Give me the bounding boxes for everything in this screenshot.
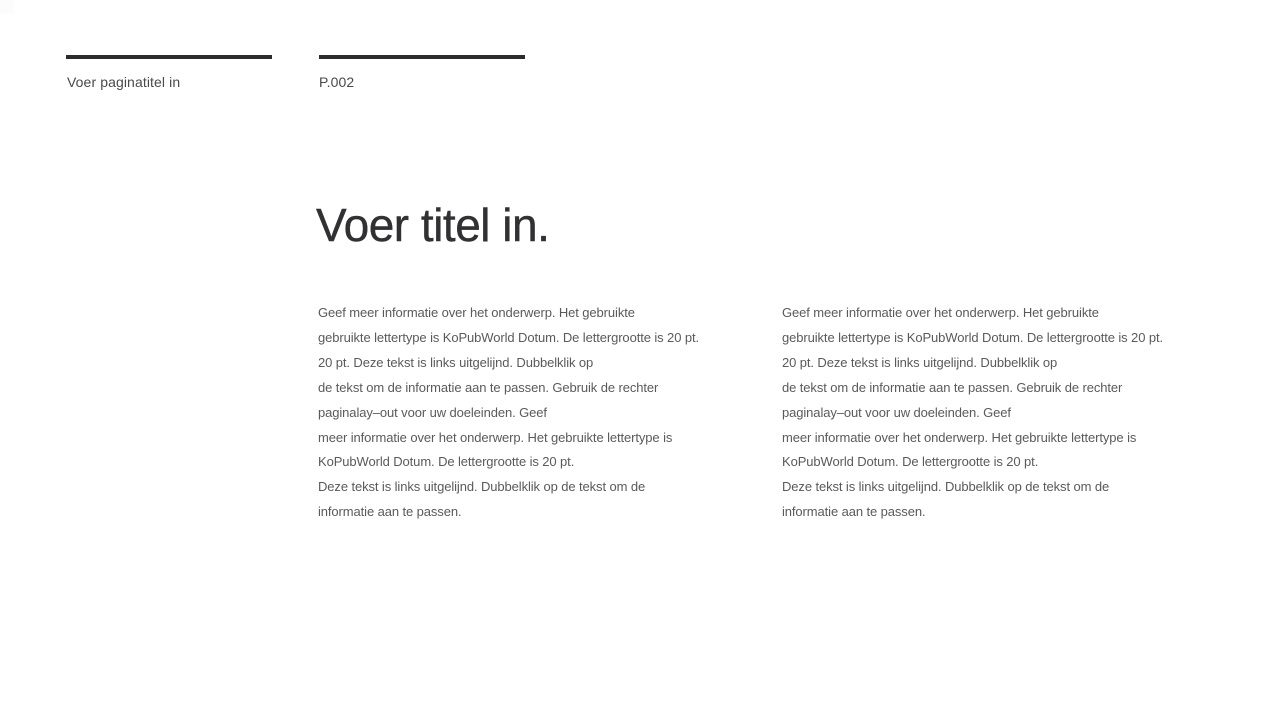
body-text-line: KoPubWorld Dotum. De lettergrootte is 20 pt.: [318, 454, 575, 470]
body-text-line: gebruikte lettertype is KoPubWorld Dotum. De lettergrootte is 20 pt.: [318, 329, 699, 345]
body-text-line: 20 pt. Deze tekst is links uitgelijnd. Dubbelklik op: [318, 354, 594, 370]
body-text-line: Geef meer informatie over het onderwerp. Het gebruikte: [782, 305, 1099, 320]
body-text-line: Deze tekst is links uitgelijnd. Dubbelklik op de tekst om de: [782, 479, 1110, 495]
corner-mark: [0, 0, 14, 14]
body-text-line: KoPubWorld Dotum. De lettergrootte is 20 pt.: [782, 454, 1039, 470]
body-text-line: Geef meer informatie over het onderwerp. Het gebruikte: [318, 305, 635, 320]
body-text-line: meer informatie over het onderwerp. Het gebruikte lettertype is: [318, 429, 673, 445]
page-title-placeholder[interactable]: Voer paginatitel in: [67, 74, 181, 90]
body-text-line: paginalay–out voor uw doeleinden. Geef: [782, 404, 1011, 420]
body-text-line: de tekst om de informatie aan te passen. Gebruik de rechter: [318, 379, 659, 395]
page-title-rule: [66, 55, 272, 59]
body-text-line: paginalay–out voor uw doeleinden. Geef: [318, 404, 547, 420]
page-number-rule: [319, 55, 525, 59]
body-text-line: informatie aan te passen.: [782, 504, 926, 520]
page-number[interactable]: P.002: [319, 74, 355, 90]
body-text-line: informatie aan te passen.: [318, 504, 462, 520]
body-text-line: de tekst om de informatie aan te passen. Gebruik de rechter: [782, 379, 1123, 395]
body-text-line: 20 pt. Deze tekst is links uitgelijnd. Dubbelklik op: [782, 354, 1058, 370]
slide-title-placeholder[interactable]: Voer titel in.: [316, 199, 550, 251]
body-text-left-column[interactable]: [318, 301, 773, 525]
body-text-line: gebruikte lettertype is KoPubWorld Dotum. De lettergrootte is 20 pt.: [782, 329, 1163, 345]
body-text-line: Deze tekst is links uitgelijnd. Dubbelklik op de tekst om de: [318, 479, 646, 495]
body-text-right-column[interactable]: [782, 301, 1237, 525]
body-text-line: meer informatie over het onderwerp. Het gebruikte lettertype is: [782, 429, 1137, 445]
